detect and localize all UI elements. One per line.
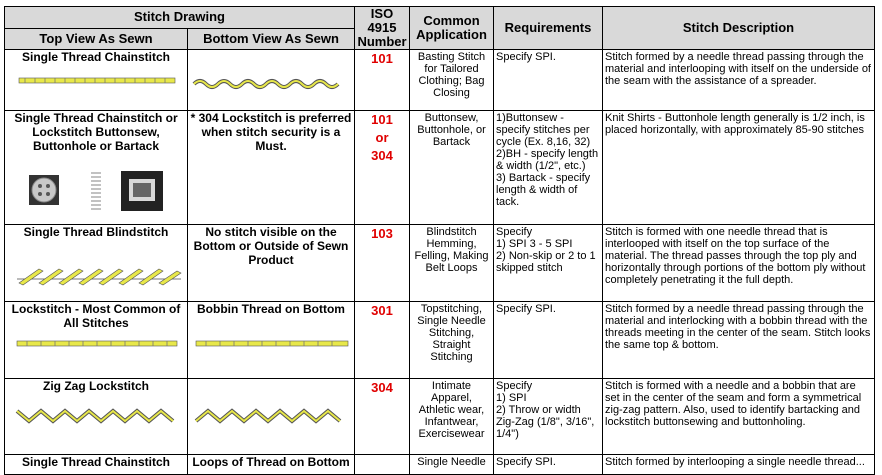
- table-row: [5, 455, 875, 475]
- requirements-text: Specify SPI.: [494, 50, 603, 111]
- requirement-line: 2)BH - specify length & width (1/2", etc.): [496, 148, 599, 172]
- application-text: Basting Stitch for Tailored Clothing; Bag Closing: [410, 50, 494, 111]
- app-header-line2: Application: [416, 27, 487, 42]
- iso-header-line2: Number: [357, 34, 407, 49]
- iso-number: 304: [355, 379, 410, 455]
- description-text: Stitch formed by interlooping a single needle thread...: [603, 455, 875, 475]
- chainstitch-top-drawing: [5, 74, 188, 88]
- top-view-cell: [5, 225, 188, 302]
- top-view-cell: [5, 111, 188, 225]
- requirements-header: Requirements: [494, 7, 603, 50]
- requirement-line: 1) SPI: [496, 392, 527, 404]
- bottom-view-cell: No stitch visible on the Bottom or Outside of Sewn Product: [188, 225, 355, 302]
- top-view-cell: Single Thread Chainstitch: [5, 455, 188, 475]
- buttonsew-drawing: [5, 169, 188, 213]
- description-text: Stitch formed by a needle thread passing through the material and interlooping with itself on the underside of the seam with the assistance of a spreader.: [603, 50, 875, 111]
- bottom-view-cell: [188, 50, 355, 111]
- top-view-text: Zig Zag Lockstitch: [42, 379, 149, 393]
- bottom-view-cell: * 304 Lockstitch is preferred when stitch security is a Must.: [188, 111, 355, 225]
- application-text: Intimate Apparel, Athletic wear, Infantwear, Exercisewear: [410, 379, 494, 455]
- requirement-line: 1)Buttonsew - specify stitches per cycle (Ex. 8,16, 32): [496, 112, 591, 148]
- bottom-view-header: Bottom View As Sewn: [188, 28, 355, 50]
- zigzag-bottom-drawing: [188, 407, 355, 425]
- bottom-view-text: Bobbin Thread on Bottom: [197, 302, 345, 316]
- requirements-text: [494, 225, 603, 302]
- iso-header-line1: ISO 4915: [367, 6, 397, 35]
- bottom-view-cell: Loops of Thread on Bottom: [188, 455, 355, 475]
- application-text: Topstitching, Single Needle Stitching, Straight Stitching: [410, 302, 494, 379]
- zigzag-top-drawing: [5, 407, 188, 425]
- iso-number: [355, 111, 410, 225]
- description-text: Stitch is formed with a needle and a bobbin that are set in the center of the seam and form a symmetrical zig-zag pattern. Also, used to identify bartacking and lockstitch buttonsewing and buttonholing.: [603, 379, 875, 455]
- table-row: [5, 50, 875, 111]
- iso-number-a: 101: [371, 112, 393, 127]
- requirement-line: 1) SPI 3 - 5 SPI: [496, 238, 573, 250]
- bottom-view-cell: [188, 379, 355, 455]
- requirement-line: 2) Throw or width Zig-Zag (1/8", 3/16", 1/4"): [496, 404, 595, 440]
- iso-number: 103: [355, 225, 410, 302]
- iso-number: [355, 455, 410, 475]
- stitch-drawing-header: Stitch Drawing: [5, 7, 355, 29]
- application-header: [410, 7, 494, 50]
- top-view-text: Single Thread Blindstitch: [23, 225, 169, 239]
- table-row: [5, 379, 875, 455]
- table-row: [5, 111, 875, 225]
- requirement-line: Specify: [496, 226, 533, 238]
- requirement-line: 3) Bartack - specify length & width of tack.: [496, 172, 591, 208]
- iso-header: [355, 7, 410, 50]
- requirements-text: [494, 111, 603, 225]
- iso-number-b: 304: [371, 148, 393, 163]
- blindstitch-drawing: [5, 263, 188, 289]
- iso-number: 101: [355, 50, 410, 111]
- description-text: Stitch formed by a needle thread passing through the material and interlocking with a bobbin thread with the threads meeting in the center of the seam. Stitch looks the same top & bottom.: [603, 302, 875, 379]
- top-view-cell: [5, 302, 188, 379]
- description-header: Stitch Description: [603, 7, 875, 50]
- requirements-text: Specify SPI.: [494, 455, 603, 475]
- iso-number: 301: [355, 302, 410, 379]
- lockstitch-top-drawing: [5, 338, 188, 350]
- requirements-text: [494, 379, 603, 455]
- requirements-text: Specify SPI.: [494, 302, 603, 379]
- table-row: [5, 225, 875, 302]
- top-view-cell: [5, 379, 188, 455]
- requirement-line: 2) Non-skip or 2 to 1 skipped stitch: [496, 250, 596, 274]
- lockstitch-bottom-drawing: [188, 338, 355, 350]
- stitch-spec-table: [4, 6, 875, 475]
- application-text: Buttonsew, Buttonhole, or Bartack: [410, 111, 494, 225]
- top-view-header: Top View As Sewn: [5, 28, 188, 50]
- top-view-text: Lockstitch - Most Common of All Stitches: [11, 302, 181, 330]
- description-text: Stitch is formed with one needle thread that is interlooped with itself on the top surface of the material. The thread passes through the top ply and horizontally through portions of the bottom ply without completely penetrating it the full depth.: [603, 225, 875, 302]
- top-view-text: Single Thread Chainstitch: [21, 50, 171, 64]
- description-text: Knit Shirts - Buttonhole length generally is 1/2 inch, is placed horizontally, with approximately 85-90 stitches: [603, 111, 875, 225]
- bottom-view-cell: [188, 302, 355, 379]
- app-header-line1: Common: [423, 13, 480, 28]
- application-text: Blindstitch Hemming, Felling, Making Belt Loops: [410, 225, 494, 302]
- top-view-text: Single Thread Chainstitch or Lockstitch Buttonsew, Buttonhole or Bartack: [14, 111, 178, 153]
- table-row: [5, 302, 875, 379]
- requirement-line: Specify: [496, 380, 533, 392]
- chainstitch-bottom-drawing: [188, 76, 355, 92]
- top-view-cell: [5, 50, 188, 111]
- iso-or: or: [375, 130, 389, 145]
- application-text: Single Needle: [410, 455, 494, 475]
